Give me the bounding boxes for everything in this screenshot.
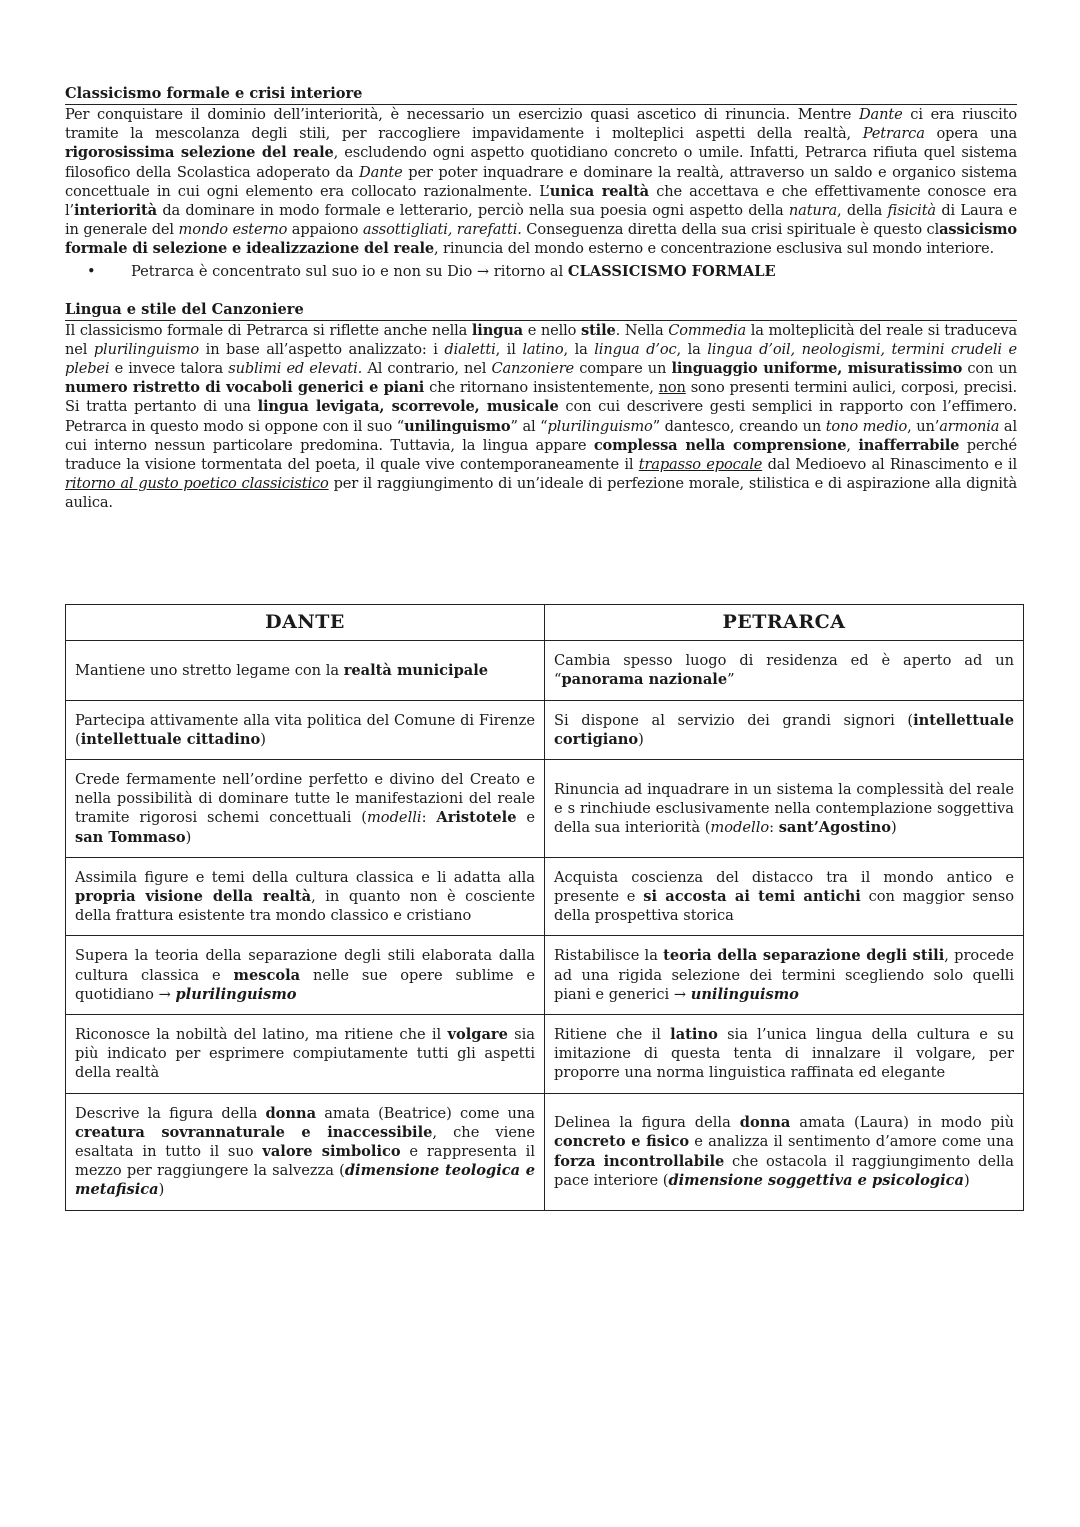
table-body <box>66 641 1024 1210</box>
cell-dante: Supera la teoria della separazione degli stili elaborata dalla cultura classica e mescola nelle sue opere sublime e quotidiano → plurilinguismo <box>66 936 545 1015</box>
paragraph-classicismo: Per conquistare il dominio dell’interiorità, è necessario un esercizio quasi ascetico di rinuncia. Mentre Dante ci era riuscito tramite la mescolanza degli stili, per raccogliere impavidamente i molteplici aspetti della realtà, Petrarca opera una rigorosissima selezione del reale, escludendo ogni aspetto quotidiano concreto o umile. Infatti, Petrarca rifiuta quel sistema filosofico della Scolastica adoperato da Dante per poter inquadrare e dominare la realtà, attraverso un saldo e organico sistema concettuale in cui ogni elemento era collocato razionalmente. L’unica realtà che accettava e che effettivamente conosce era l’interiorità da dominare in modo formale e letterario, perciò nella sua poesia ogni aspetto della natura, della fisicità di Laura e in generale del mondo esterno appaiono assottigliati, rarefatti. Conseguenza diretta della sua crisi spirituale è questo classicismo formale di selezione e idealizzazione del reale, rinuncia del mondo esterno e concentrazione esclusiva sul mondo interiore. <box>65 106 1018 258</box>
document-page <box>65 84 1017 513</box>
section-title-classicismo: Classicismo formale e crisi interiore <box>65 84 1017 105</box>
cell-dante: Descrive la figura della donna amata (Beatrice) come una creatura sovrannaturale e inaccessibile, che viene esaltata in tutto il suo valore simbolico e rappresenta il mezzo per raggiungere la salvezza (dimensione teologica e metafisica) <box>66 1093 545 1210</box>
table-header-row <box>66 605 1024 641</box>
cell-dante: Crede fermamente nell’ordine perfetto e divino del Creato e nella possibilità di dominare tutte le manifestazioni del reale tramite rigorosi schemi concettuali (modelli: Aristotele e san Tommaso) <box>66 760 545 858</box>
header-dante: DANTE <box>66 605 545 641</box>
cell-petrarca: Ritiene che il latino sia l’unica lingua della cultura e su imitazione di questa tenta di innalzare il volgare, per proporre una norma linguistica raffinata ed elegante <box>545 1015 1024 1094</box>
cell-petrarca: Delinea la figura della donna amata (Laura) in modo più concreto e fisico e analizza il sentimento d’amore come una forza incontrollabile che ostacola il raggiungimento della pace interiore (dimensione soggettiva e psicologica) <box>545 1093 1024 1210</box>
table-row <box>66 760 1024 858</box>
table-row <box>66 857 1024 936</box>
cell-dante: Riconosce la nobiltà del latino, ma ritiene che il volgare sia più indicato per esprimere compiutamente tutti gli aspetti della realtà <box>66 1015 545 1094</box>
cell-petrarca: Si dispone al servizio dei grandi signori (intellettuale cortigiano) <box>545 700 1024 759</box>
table-row <box>66 700 1024 759</box>
bullet-dot-icon: • <box>87 262 96 280</box>
section-title-lingua: Lingua e stile del Canzoniere <box>65 300 1017 321</box>
header-petrarca: PETRARCA <box>545 605 1024 641</box>
table-row <box>66 1093 1024 1210</box>
table-row <box>66 641 1024 700</box>
bullet-item-classicismo <box>65 262 1017 282</box>
table-row <box>66 936 1024 1015</box>
cell-dante: Mantiene uno stretto legame con la realtà municipale <box>66 641 545 700</box>
paragraph-lingua: Il classicismo formale di Petrarca si riflette anche nella lingua e nello stile. Nella Commedia la molteplicità del reale si traduceva nel plurilinguismo in base all’aspetto analizzato: i dialetti, il latino, la lingua d’oc, la lingua d’oil, neologismi, termini crudeli e plebei e invece talora sublimi ed elevati. Al contrario, nel Canzoniere compare un linguaggio uniforme, misuratissimo con un numero ristretto di vocaboli generici e piani che ritornano insistentemente, non sono presenti termini aulici, corposi, precisi. Si tratta pertanto di una lingua levigata, scorrevole, musicale con cui descrivere gesti semplici in rapporto con l’effimero. Petrarca in questo modo si oppone con il suo “unilinguismo” al “plurilinguismo” dantesco, creando un tono medio, un’armonia al cui interno nessun particolare predomina. Tuttavia, la lingua appare complessa nella comprensione, inafferrabile perché traduce la visione tormentata del poeta, il quale vive contemporaneamente il trapasso epocale dal Medioevo al Rinascimento e il ritorno al gusto poetico classicistico per il raggiungimento di un’ideale di perfezione morale, stilistica e di aspirazione alla dignità aulica. <box>65 321 1018 512</box>
bullet-text: Petrarca è concentrato sul suo io e non su Dio → ritorno al CLASSICISMO FORMALE <box>131 262 776 280</box>
cell-dante: Partecipa attivamente alla vita politica del Comune di Firenze (intellettuale cittadino) <box>66 700 545 759</box>
cell-petrarca: Cambia spesso luogo di residenza ed è aperto ad un “panorama nazionale” <box>545 641 1024 700</box>
cell-petrarca: Acquista coscienza del distacco tra il mondo antico e presente e si accosta ai temi antichi con maggior senso della prospettiva storica <box>545 857 1024 936</box>
cell-petrarca: Rinuncia ad inquadrare in un sistema la complessità del reale e s rinchiude esclusivamente nella contemplazione soggettiva della sua interiorità (modello: sant’Agostino) <box>545 760 1024 858</box>
cell-dante: Assimila figure e temi della cultura classica e li adatta alla propria visione della realtà, in quanto non è cosciente della frattura esistente tra mondo classico e cristiano <box>66 857 545 936</box>
comparison-table <box>65 604 1024 1211</box>
table-row <box>66 1015 1024 1094</box>
cell-petrarca: Ristabilisce la teoria della separazione degli stili, procede ad una rigida selezione dei termini scegliendo solo quelli piani e generici → unilinguismo <box>545 936 1024 1015</box>
section-lingua-stile <box>65 300 1017 513</box>
